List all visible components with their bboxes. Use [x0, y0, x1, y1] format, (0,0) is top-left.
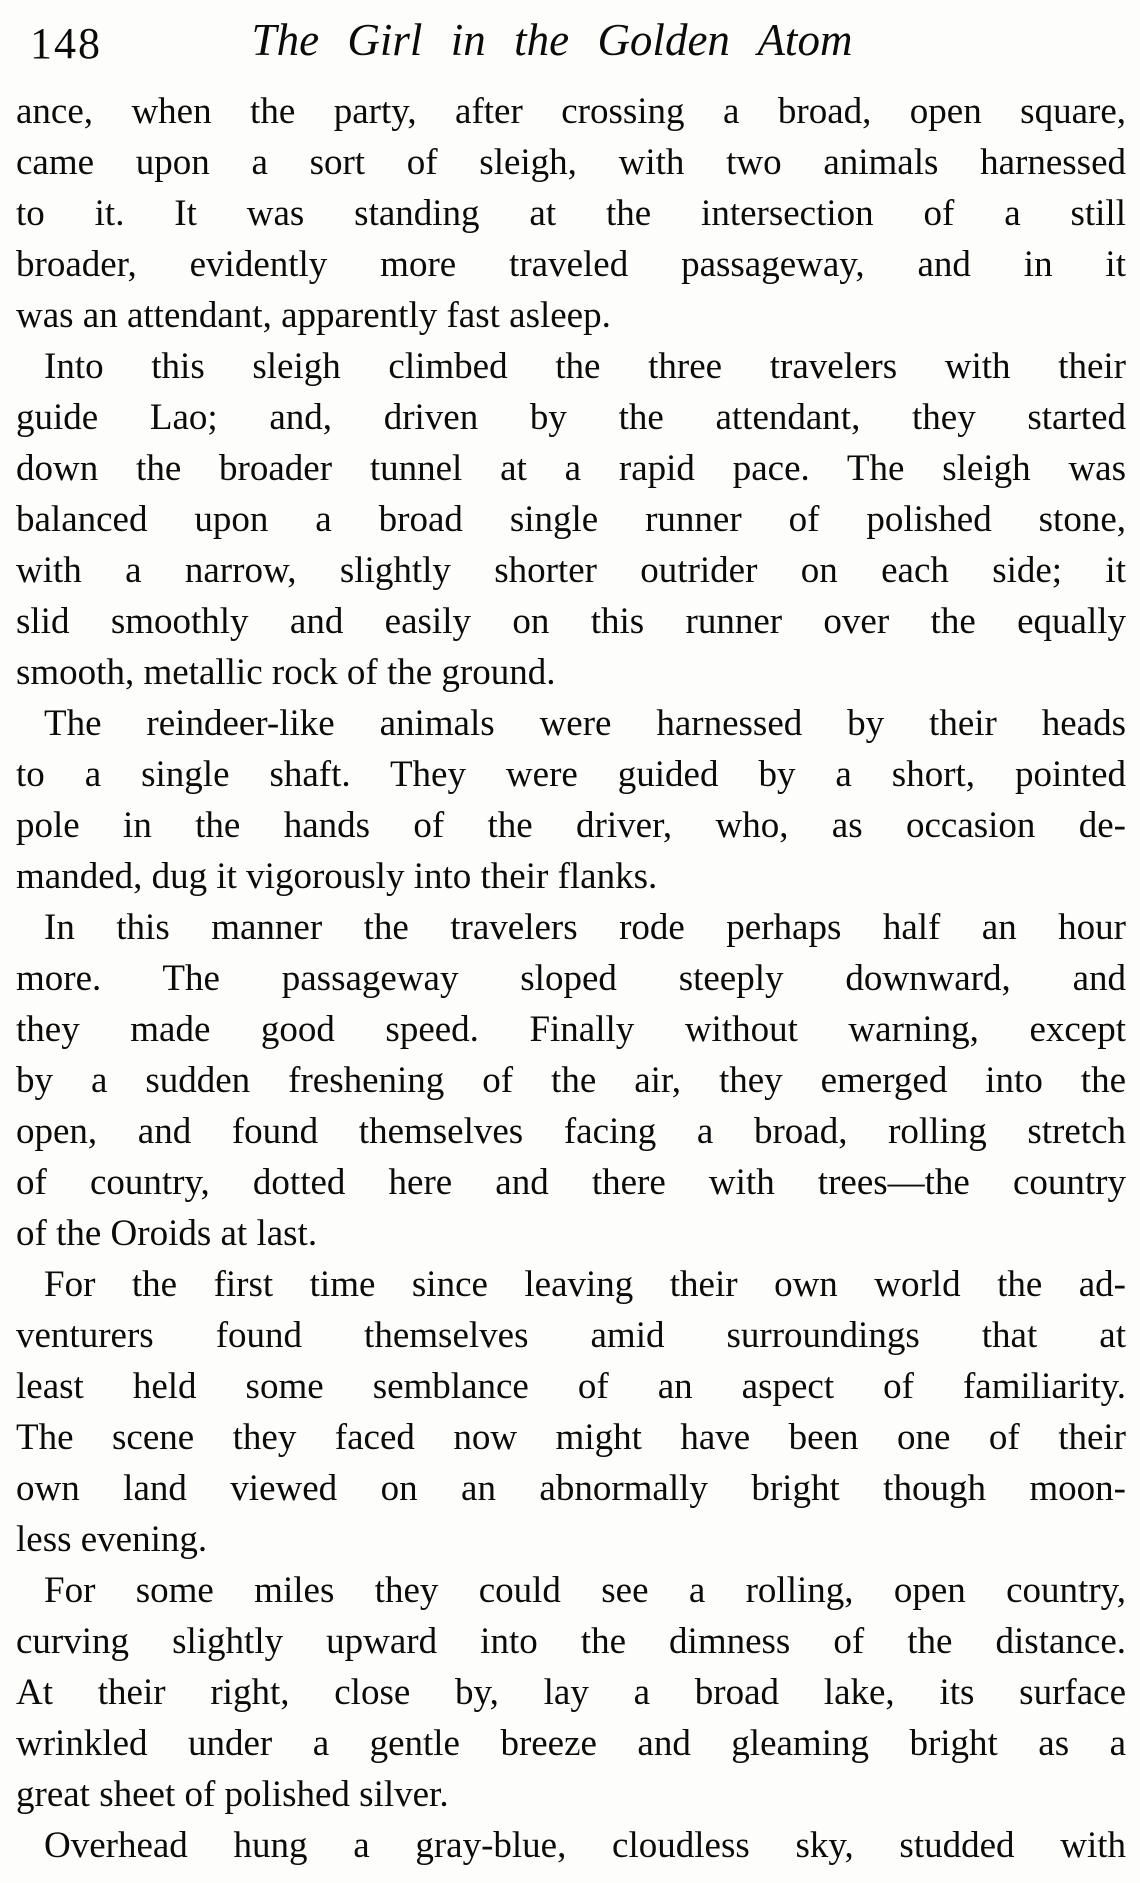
paragraph: [16, 341, 1126, 698]
paragraph: [16, 1820, 1126, 1871]
text-line: The reindeer-like animals were harnessed by their heads: [44, 703, 1126, 744]
paragraph: [16, 1565, 1126, 1820]
text-line: smooth, metallic rock of the ground.: [16, 652, 556, 693]
text-line: curving slightly upward into the dimness of the distance.: [16, 1621, 1126, 1662]
text-line: own land viewed on an abnormally bright though moon-: [16, 1468, 1126, 1509]
text-line: Into this sleigh climbed the three travelers with their: [44, 346, 1126, 387]
text-line: great sheet of polished silver.: [16, 1774, 449, 1815]
text-line: Overhead hung a gray-blue, cloudless sky, studded with: [44, 1825, 1126, 1866]
text-line: was an attendant, apparently fast asleep.: [16, 295, 611, 336]
text-line: of the Oroids at last.: [16, 1213, 318, 1254]
text-line: came upon a sort of sleigh, with two animals harnessed: [16, 142, 1126, 183]
text-line: wrinkled under a gentle breeze and gleaming bright as a: [16, 1723, 1126, 1764]
text-line: broader, evidently more traveled passageway, and in it: [16, 244, 1126, 285]
text-line: venturers found themselves amid surroundings that at: [16, 1315, 1126, 1356]
text-line: by a sudden freshening of the air, they emerged into the: [16, 1060, 1126, 1101]
text-line: For the first time since leaving their own world the ad-: [44, 1264, 1126, 1305]
page-number: 148: [30, 19, 102, 68]
page-header: [0, 12, 1140, 74]
text-line: slid smoothly and easily on this runner over the equally: [16, 601, 1126, 642]
text-line: manded, dug it vigorously into their flanks.: [16, 856, 658, 897]
text-line: pole in the hands of the driver, who, as occasion de-: [16, 805, 1126, 846]
text-line: of country, dotted here and there with trees—the country: [16, 1162, 1126, 1203]
text-line: with a narrow, slightly shorter outrider on each side; it: [16, 550, 1126, 591]
text-line: For some miles they could see a rolling, open country,: [44, 1570, 1126, 1611]
text-line: At their right, close by, lay a broad lake, its surface: [16, 1672, 1126, 1713]
text-line: they made good speed. Finally without warning, except: [16, 1009, 1126, 1050]
text-line: balanced upon a broad single runner of polished stone,: [16, 499, 1126, 540]
body-text: [16, 86, 1126, 1871]
paragraph: [16, 86, 1126, 341]
text-line: down the broader tunnel at a rapid pace. The sleigh was: [16, 448, 1126, 489]
text-line: to a single shaft. They were guided by a short, pointed: [16, 754, 1126, 795]
text-line: ance, when the party, after crossing a broad, open square,: [16, 91, 1126, 132]
running-title: The Girl in the Golden Atom: [251, 15, 853, 65]
text-line: open, and found themselves facing a broad, rolling stretch: [16, 1111, 1126, 1152]
text-line: least held some semblance of an aspect of familiarity.: [16, 1366, 1126, 1407]
text-line: to it. It was standing at the intersection of a still: [16, 193, 1126, 234]
text-line: The scene they faced now might have been one of their: [16, 1417, 1126, 1458]
paragraph: [16, 698, 1126, 902]
text-line: more. The passageway sloped steeply downward, and: [16, 958, 1126, 999]
text-line: In this manner the travelers rode perhaps half an hour: [44, 907, 1126, 948]
paragraph: [16, 902, 1126, 1259]
text-line: guide Lao; and, driven by the attendant, they started: [16, 397, 1126, 438]
paragraph: [16, 1259, 1126, 1565]
text-line: less evening.: [16, 1519, 208, 1560]
